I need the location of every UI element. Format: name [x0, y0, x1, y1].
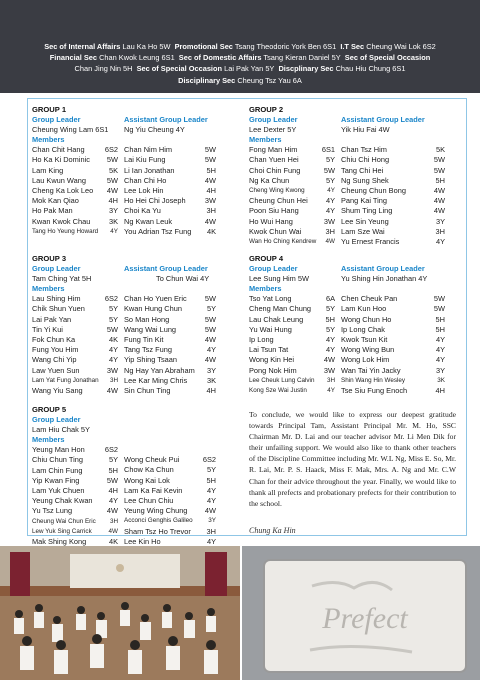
- banner-role: Sec of Internal Affairs: [44, 42, 121, 51]
- member-row: Mok Kan Qiao 4H: [32, 196, 118, 206]
- members-col-right: [124, 145, 216, 237]
- group-2: [249, 104, 459, 247]
- group-title: GROUP 2: [249, 105, 284, 114]
- member-row: Lau Shing Him 6S2: [32, 294, 118, 304]
- member-row: So Man Hong 5W: [124, 314, 216, 324]
- banner-role: Financial Sec: [49, 53, 98, 63]
- member-row: Wong Wing Bun 4Y: [341, 345, 445, 355]
- leader-label: Group Leader: [32, 415, 81, 424]
- member-row: Lee Chun Chiu 4Y: [124, 496, 216, 506]
- member-row: Wan Tai Yin Jacky 3Y: [341, 365, 445, 375]
- members-col-left: [32, 294, 118, 396]
- group-title: GROUP 4: [249, 254, 284, 263]
- member-row: Kong Sze Wai Justin 4Y: [249, 387, 335, 395]
- banner-role: Sec of Special Occasion: [136, 64, 223, 74]
- member-row: Cheng Man Chung 5Y: [249, 304, 335, 314]
- member-row: Ho Ka Ki Dominic 5W: [32, 155, 118, 165]
- member-row: Kwan Hung Chun 5Y: [124, 304, 216, 314]
- asst-leader-name: Yik Hiu Fai 4W: [341, 125, 390, 134]
- member-row: Wang Chi Yip 4Y: [32, 355, 118, 365]
- member-row: Yeung Wing Chung 4W: [124, 506, 216, 516]
- member-row: Ho Wui Hang 3W: [249, 216, 335, 226]
- member-row: Lai Kiu Fung 5W: [124, 155, 216, 165]
- members-col-right: [124, 445, 216, 547]
- member-row: Ho Pak Man 3Y: [32, 206, 118, 216]
- banner-name: Chau Hiu Chung 6S1: [335, 64, 406, 74]
- member-row: Chan Chit Hang 6S2: [32, 145, 118, 155]
- member-row: Chan Chi Ho 4W: [124, 175, 216, 185]
- member-row: Cheung Wai Chun Eric 3H: [32, 517, 118, 525]
- prefect-banner-image: [242, 546, 480, 680]
- leader-name: Lee Sung Him 5W: [249, 274, 309, 283]
- member-row: Chiu Chi Hong 5W: [341, 155, 445, 165]
- banner-role: Discplinary Sec: [278, 64, 334, 74]
- member-row: Wang Wai Lung 5W: [124, 324, 216, 334]
- banner-role: Sec of Domestic Affairs: [178, 53, 262, 63]
- member-row: Ng Kwan Leuk 4W: [124, 216, 216, 226]
- member-row: Lam King 5K: [32, 165, 118, 175]
- committee-banner: [0, 0, 480, 93]
- banner-line-3: [0, 63, 480, 74]
- member-row: Fok Chun Ka 4K: [32, 335, 118, 345]
- members-col-right: [124, 294, 216, 396]
- member-row: Lai Pak Yan 5Y: [32, 314, 118, 324]
- member-row: Chen Cheuk Pan 5W: [341, 294, 445, 304]
- member-row: Chan Tsz Him 5K: [341, 145, 445, 155]
- leader-name: Lee Dexter 5Y: [249, 125, 297, 134]
- member-row: Wong Lok Him 4Y: [341, 355, 445, 365]
- member-row: Lam Ka Fai Kevin 4Y: [124, 485, 216, 495]
- members-label: Members: [32, 284, 65, 294]
- member-row: Tang Tsz Fung 4Y: [124, 345, 216, 355]
- member-row: Chik Shun Yuen 5Y: [32, 304, 118, 314]
- member-row: Kwok Tsun Kit 4Y: [341, 335, 445, 345]
- member-row: Chan Nim Him 5W: [124, 145, 216, 155]
- member-row: Lee Lok Hin 4H: [124, 186, 216, 196]
- member-row: Tso Yat Long 6A: [249, 294, 335, 304]
- banner-name: Chan Jing Nin 5H: [74, 64, 133, 74]
- members-label: Members: [249, 284, 282, 294]
- group-title: GROUP 3: [32, 254, 67, 263]
- member-row: Lam Chin Fung 5H: [32, 465, 118, 475]
- group-1: [32, 104, 237, 237]
- asst-leader-label: Assistant Group Leader: [341, 264, 425, 273]
- member-row: Yeung Chak Kwan 4Y: [32, 496, 118, 506]
- member-row: Wong Kin Hei 4W: [249, 355, 335, 365]
- members-col-left: [32, 445, 118, 547]
- members-col-left: [249, 294, 335, 396]
- member-row: Choi Chin Fung 5W: [249, 165, 335, 175]
- assembly-photo: [0, 546, 240, 680]
- member-row: Yu Tsz Lung 4W: [32, 506, 118, 516]
- members-label: Members: [32, 135, 65, 145]
- member-row: Tin Yi Kui 5W: [32, 324, 118, 334]
- member-row: Wong Cheuk Pui 6S2: [124, 455, 216, 465]
- asst-leader-label: Assistant Group Leader: [124, 115, 208, 124]
- leader-label: Group Leader: [32, 264, 81, 273]
- member-row: Wang Yiu Sang 4W: [32, 386, 118, 396]
- banner-name: Lai Pak Yan 5Y: [224, 64, 275, 74]
- banner-line-1: [0, 41, 480, 52]
- member-row: Ng Hay Yan Abraham 3Y: [124, 365, 216, 375]
- member-row: Tang Ho Yeung Howard 4Y: [32, 227, 118, 235]
- member-row: Yu Ernest Francis 4Y: [341, 237, 445, 247]
- member-row: Cheung Chun Hei 4Y: [249, 196, 335, 206]
- member-row: Shum Ting Ling 4W: [341, 206, 445, 216]
- member-row: Pang Kai Ting 4W: [341, 196, 445, 206]
- banner-name: Lau Ka Ho 5W: [122, 42, 171, 51]
- banner-role: Disciplinary Sec: [178, 75, 236, 85]
- member-row: Lee Kar Ming Chris 3K: [124, 375, 216, 385]
- closing-paragraph: To conclude, we would like to express our deepest gratitude towards Principal Tam, Assistant Principal Mr. M. Ho, SSC Chairman Mr. D. Lai and our teacher advisor Mr. Li Men Dik for their unfailing support. We would also like to thank other teachers of the Discipline Committee including Mr. W.L Ng, Miss E. So, Mr. R. Lai, Mr. P. S. Haack, Miss F. Mak, Mrs. A. Ng and Mr. C.W Chan for their advice throughout the year. Finally, we would like to thank all prefects and probationary prefects for their contribution to the school.: [249, 410, 456, 508]
- leader-label: Group Leader: [249, 115, 298, 124]
- member-row: Cheung Chun Bong 4W: [341, 186, 445, 196]
- prefect-logo-text: Prefect: [322, 602, 408, 635]
- member-row: Wong Kai Lok 5H: [124, 475, 216, 485]
- member-row: You Adrian Tsz Fung 4K: [124, 226, 216, 236]
- group-4: [249, 253, 459, 396]
- member-row: Ip Long 4Y: [249, 335, 335, 345]
- member-row: Lai Tsun Tat 4Y: [249, 345, 335, 355]
- member-row: Tse Siu Fung Enoch 4H: [341, 386, 445, 396]
- member-row: Fung Tin Kit 4W: [124, 335, 216, 345]
- members-label: Members: [249, 135, 282, 145]
- prefect-banner-photo: [242, 546, 480, 680]
- member-row: Tang Chi Hei 5W: [341, 165, 445, 175]
- member-row: Ng Sung Shek 5H: [341, 175, 445, 185]
- member-row: Ip Long Chak 5H: [341, 324, 445, 334]
- leader-name: Tam Ching Yat 5H: [32, 274, 92, 283]
- members-col-right: [341, 145, 445, 247]
- member-row: Wong Chun Ho 5H: [341, 314, 445, 324]
- member-row: Lee Kin Ho 4Y: [124, 536, 216, 546]
- group-5: [32, 404, 237, 547]
- member-row: Yip Kwan Fing 5W: [32, 475, 118, 485]
- member-row: Pong Nok Him 3W: [249, 365, 335, 375]
- banner-line-2: [0, 52, 480, 63]
- member-row: Lau Kwun Wang 5W: [32, 175, 118, 185]
- member-row: Cheng Wing Kwong 4Y: [249, 187, 335, 195]
- banner-name: Tsang Kieran Daniel 5Y: [263, 53, 341, 63]
- member-row: Yip Shing Tsaan 4W: [124, 355, 216, 365]
- member-row: Poon Siu Hang 4Y: [249, 206, 335, 216]
- member-row: Lam Yuk Chuen 4H: [32, 486, 118, 496]
- assembly-photo-image: [0, 546, 240, 680]
- member-row: Fong Man Him 6S1: [249, 145, 335, 155]
- member-row: Choi Ka Yu 3H: [124, 206, 216, 216]
- banner-line-4: [0, 75, 480, 86]
- members-col-right: [341, 294, 445, 396]
- banner-name: Tsang Theodoric York Ben 6S1: [234, 42, 337, 51]
- members-col-left: [249, 145, 335, 247]
- asst-leader-name: Ng Yiu Cheung 4Y: [124, 125, 185, 134]
- leader-label: Group Leader: [32, 115, 81, 124]
- member-row: Lee Sin Yeung 3Y: [341, 216, 445, 226]
- asst-leader-label: Assistant Group Leader: [124, 264, 208, 273]
- member-row: Chiu Chun Ting 5Y: [32, 455, 118, 465]
- member-row: Sham Tsz Ho Trevor 3H: [124, 526, 216, 536]
- banner-role: Sec of Special Occasion: [344, 53, 431, 63]
- member-row: Sin Chun Ting 4H: [124, 386, 216, 396]
- group-title: GROUP 5: [32, 405, 67, 414]
- member-row: Lam Sze Wai 3H: [341, 226, 445, 236]
- banner-role: Promotional Sec: [174, 42, 233, 51]
- member-row: Lau Chak Leung 5H: [249, 314, 335, 324]
- banner-name: Cheung Tsz Yau 6A: [237, 75, 302, 85]
- asst-leader-label: Assistant Group Leader: [341, 115, 425, 124]
- member-row: Lew Yuk Sing Carrick 4W: [32, 527, 118, 535]
- asst-leader-name: To Chun Wai 4Y: [156, 274, 210, 283]
- member-row: Yeung Man Hon 6S2: [32, 445, 118, 455]
- member-row: Kwan Kwok Chau 3K: [32, 216, 118, 226]
- banner-role: I.T Sec: [340, 42, 365, 51]
- group-title: GROUP 1: [32, 105, 67, 114]
- member-row: Chan Ho Yuen Eric 5W: [124, 294, 216, 304]
- member-row: Lam Kun Hoo 5W: [341, 304, 445, 314]
- leader-name: Lam Hiu Chak 5Y: [32, 425, 90, 434]
- member-row: Chan Yuen Hei 5Y: [249, 155, 335, 165]
- leader-label: Group Leader: [249, 264, 298, 273]
- banner-name: Cheung Wai Lok 6S2: [366, 42, 436, 51]
- signature: Chung Ka Hin: [249, 526, 296, 535]
- member-row: Acconci Genghis Galileo 3Y: [124, 517, 216, 525]
- group-3: [32, 253, 237, 396]
- members-col-left: [32, 145, 118, 237]
- member-row: Li Ian Jonathan 5H: [124, 165, 216, 175]
- member-row: Cheng Ka Lok Leo 4W: [32, 186, 118, 196]
- member-row: Law Yuen Sun 3W: [32, 365, 118, 375]
- member-row: Shin Wang Hin Wesley 3K: [341, 376, 445, 384]
- member-row: Chow Ka Chun 5Y: [124, 465, 216, 475]
- member-row: Lam Yat Fung Jonathan 3H: [32, 376, 118, 384]
- member-row: Yu Wai Hung 5Y: [249, 324, 335, 334]
- member-row: Ng Ka Chun 5Y: [249, 175, 335, 185]
- member-row: Mak Shing Kong 4K: [32, 537, 118, 547]
- banner-name: Chan Kwok Leung 6S1: [99, 53, 175, 63]
- member-row: Lee Cheuk Lung Calvin 3H: [249, 376, 335, 384]
- member-row: Fung You Him 4Y: [32, 345, 118, 355]
- asst-leader-name: Yu Shing Hin Jonathan 4Y: [341, 274, 428, 283]
- member-row: Ho Hei Chi Joseph 3W: [124, 196, 216, 206]
- members-label: Members: [32, 435, 65, 445]
- member-row: Wan Ho Ching Kendrew 4W: [249, 238, 335, 246]
- member-row: Kwok Chun Wai 3H: [249, 226, 335, 236]
- leader-name: Cheung Wing Lam 6S1: [32, 125, 109, 134]
